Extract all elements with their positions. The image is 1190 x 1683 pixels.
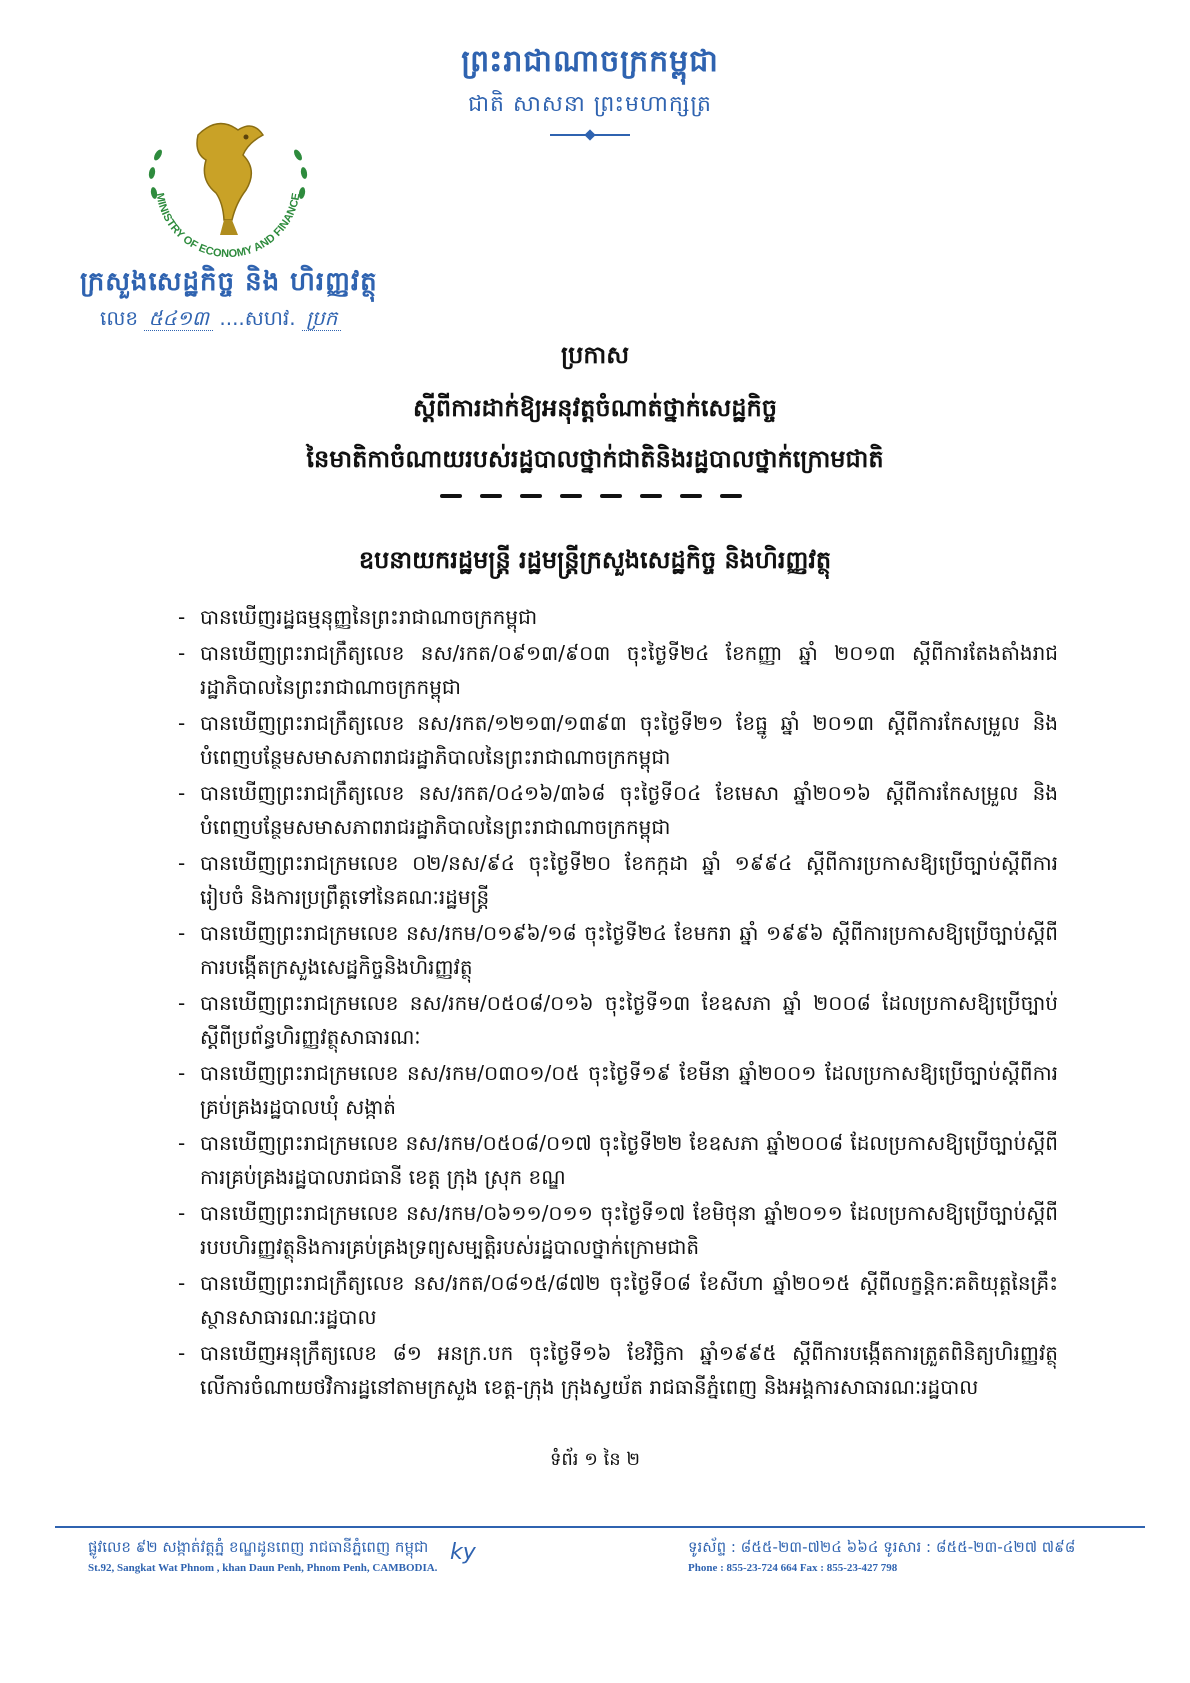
list-item: - បានឃើញព្រះរាជក្រឹត្យលេខ នស/រកត/០៨១៥/៨៧២ ចុះថ្ងៃទី០៨ ខែសីហា ឆ្នាំ២០១៥ ស្តីពីលក្ខន្តិកៈគតិយុត្តនៃគ្រឹះស្ថានសាធារណៈរដ្ឋបាល [178,1271,1058,1329]
kingdom-header [420,42,760,140]
list-item: - បានឃើញព្រះរាជក្រឹត្យលេខ នស/រកត/០៤១៦/៣៦៨ ចុះថ្ងៃទី០៤ ខែមេសា ឆ្នាំ២០១៦ ស្តីពីការកែសម្រួល និងបំពេញបន្ថែមសមាសភាពរាជរដ្ឋាភិបាលនៃព្រះរាជាណាចក្រកម្ពុជា [178,781,1058,839]
address-en: St.92, Sangkat Wat Phnom , khan Daun Penh, Phnom Penh, CAMBODIA. [88,1562,438,1574]
list-item: - បានឃើញព្រះរាជក្រមលេខ នស/រកម/០៣០១/០៥ ចុះថ្ងៃទី១៩ ខែមីនា ឆ្នាំ២០០១ ដែលប្រកាសឱ្យប្រើច្បាប់ស្តីពីការគ្រប់គ្រងរដ្ឋបាលឃុំ សង្កាត់ [178,1061,1058,1119]
ornament-divider [550,130,630,140]
ref-label: លេខ [100,306,139,330]
list-item: - បានឃើញព្រះរាជក្រមលេខ នស/រកម/០៦១១/០១១ ចុះថ្ងៃទី១៧ ខែមិថុនា ឆ្នាំ២០១១ ដែលប្រកាសឱ្យប្រើច្បាប់ស្តីពី របបហិរញ្ញវត្ថុនិងការគ្រប់គ្រងទ្រព្យសម្បត្តិរបស់រដ្ឋបាលថ្នាក់ក្រោមជាតិ [178,1201,1058,1259]
title-divider [440,491,750,501]
list-item: - បានឃើញអនុក្រឹត្យលេខ ៨១ អនក្រ.បក ចុះថ្ងៃទី១៦ ខែវិច្ឆិកា ឆ្នាំ១៩៩៥ ស្តីពីការបង្កើតការត្រួតពិនិត្យហិរញ្ញវត្ថុ លើការចំណាយថវិការដ្ឋនៅតាមក្រសួង ខេត្ត-ក្រុង ក្រុងស្វយ័ត រាជធានីភ្នំពេញ និងអង្គការសាធារណៈរដ្ឋបាល [178,1341,1058,1399]
subject-line-2: នៃមាតិកាចំណាយរបស់រដ្ឋបាលថ្នាក់ជាតិនិងរដ្ឋបាលថ្នាក់ក្រោមជាតិ [306,445,884,473]
ministry-logo [128,95,328,270]
list-item: - បានឃើញព្រះរាជក្រមលេខ នស/រកម/០៥០៨/០១៧ ចុះថ្ងៃទី២២ ខែឧសភា ឆ្នាំ២០០៨ ដែលប្រកាសឱ្យប្រើច្បាប់ស្តីពី ការគ្រប់គ្រងរដ្ឋបាលរាជធានី ខេត្ត ក្រុង ស្រុក ខណ្ឌ [178,1131,1058,1189]
list-item: - បានឃើញព្រះរាជក្រឹត្យលេខ នស/រកត/០៩១៣/៩០៣ ចុះថ្ងៃទី២៤ ខែកញ្ញា ឆ្នាំ ២០១៣ ស្តីពីការតែងតាំងរាជរដ្ឋាភិបាលនៃព្រះរាជាណាចក្រកម្ពុជា [178,641,1058,699]
list-item: - បានឃើញព្រះរាជក្រមលេខ ០២/នស/៩៤ ចុះថ្ងៃទី២០ ខែកក្កដា ឆ្នាំ ១៩៩៤ ស្តីពីការប្រកាសឱ្យប្រើច្បាប់ស្តីពីការរៀបចំ និងការប្រព្រឹត្តទៅនៃគណៈរដ្ឋមន្ត្រី [178,851,1058,909]
title-block [230,340,960,501]
phone-km: ទូរស័ព្ទ : ៨៥៥-២៣-៧២៤ ៦៦៤ ទូរសារ : ៨៥៥-២៣-៤២៧ ៧៩៨ [688,1538,1076,1556]
address-km: ផ្លូវលេខ ៩២ សង្កាត់វត្តភ្នំ ខណ្ឌដូនពេញ រាជធានីភ្នំពេញ កម្ពុជា [88,1538,429,1556]
preamble-list [178,600,1058,1406]
list-item: - បានឃើញព្រះរាជក្រមលេខ នស/រកម/០១៩៦/១៨ ចុះថ្ងៃទី២៤ ខែមករា ឆ្នាំ ១៩៩៦ ស្តីពីការប្រកាសឱ្យប្រើច្បាប់ស្តីពីការបង្កើតក្រសួងសេដ្ឋកិច្ចនិងហិរញ្ញវត្ថុ [178,921,1058,979]
golden-bird-icon [197,124,263,235]
footer-contact [688,1538,1128,1574]
list-item: - បានឃើញរដ្ឋធម្មនុញ្ញនៃព្រះរាជាណាចក្រកម្ពុជា [178,605,538,629]
logo-ring-text: MINISTRY OF ECONOMY AND FINANCE [153,191,303,261]
handwritten-initial: ky [450,1540,476,1565]
ref-value: ៥៤១៣ [144,306,213,331]
phone-en: Phone : 855-23-724 664 Fax : 855-23-427 798 [688,1562,898,1574]
kingdom-title: ព្រះរាជាណាចក្រកម្ពុជា [461,44,719,79]
footer-address [88,1538,558,1574]
list-item: - បានឃើញព្រះរាជក្រមលេខ នស/រកម/០៥០៨/០១៦ ចុះថ្ងៃទី១៣ ខែឧសភា ឆ្នាំ ២០០៨ ដែលប្រកាសឱ្យប្រើច្បាប់ស្តីពីប្រព័ន្ធហិរញ្ញវត្ថុសាធារណៈ [178,991,1058,1049]
list-item: - បានឃើញព្រះរាជក្រឹត្យលេខ នស/រកត/១២១៣/១៣៩៣ ចុះថ្ងៃទី២១ ខែធ្នូ ឆ្នាំ ២០១៣ ស្តីពីការកែសម្រួល និងបំពេញបន្ថែមសមាសភាពរាជរដ្ឋាភិបាលនៃព្រះរាជាណាចក្រកម្ពុជា [178,711,1058,769]
footer-divider [55,1526,1145,1528]
national-motto: ជាតិ សាសនា ព្រះមហាក្សត្រ [468,92,712,117]
subject-line-1: ស្តីពីការដាក់ឱ្យអនុវត្តចំណាត់ថ្នាក់សេដ្ឋកិច្ច [413,394,777,422]
ref-suffix: សហវ. [244,306,296,330]
ministry-name: ក្រសួងសេដ្ឋកិច្ច និង ហិរញ្ញវត្ថុ [80,267,378,297]
issuing-authority: ឧបនាយករដ្ឋមន្ត្រី រដ្ឋមន្ត្រីក្រសួងសេដ្ឋកិច្ច និងហិរញ្ញវត្ថុ [358,546,832,574]
ref-handwritten: ប្រក [302,306,341,331]
doc-type: ប្រកាស [560,341,630,369]
page-number: ទំព័រ ១ នៃ ២ [549,1449,641,1470]
reference-number: លេខ ៥៤១៣ ....សហវ. ប្រក [100,305,341,335]
